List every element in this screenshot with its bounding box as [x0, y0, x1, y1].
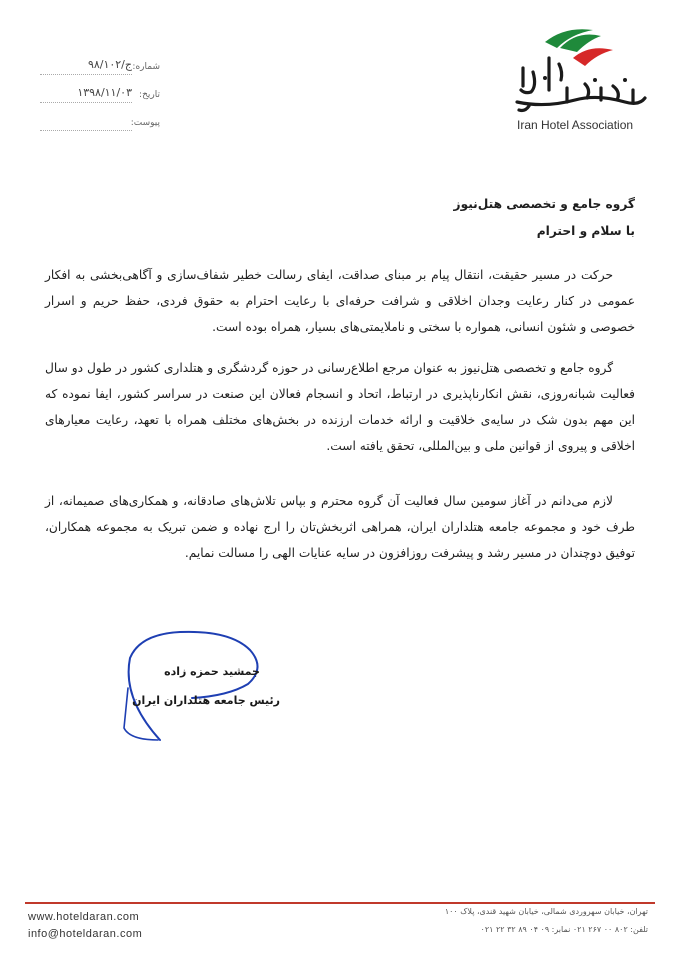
- phone-fax: تلفن: ۸۰۲ ۰۰ ۲۶۷ ۰۲۱ نمابر: ۰۹ ۰۴ ۸۹ ۳۲ ۲۲ ۰۲۱: [480, 925, 648, 934]
- logo-flag-icon: [505, 28, 655, 120]
- website-link[interactable]: www.hoteldaran.com: [28, 911, 140, 923]
- email-link[interactable]: info@hoteldaran.com: [28, 928, 143, 940]
- paragraph-text: لازم می‌دانم در آغاز سومین سال فعالیت آن گروه محترم و بپاس تلاش‌های صادقانه، و همکاری‌های صمیمانه، از طرف خود و مجموعه جامعه هتلداران ایران، همراهی اثربخش‌تان را ارج نهاده و ضمن تبریک به مجموعه همکاران، توفیق دوچندان در مسیر رشد و پیشرفت روزافزون در سایه عنایات الهی را مسالت نمایم.: [45, 494, 635, 560]
- paragraph-1: [45, 262, 635, 340]
- attachment-dotted-line: [40, 130, 132, 131]
- date-value: ۱۳۹۸/۱۱/۰۳: [77, 86, 132, 99]
- paragraph-3: [45, 488, 635, 566]
- signer-name: جمشید حمزه زاده: [164, 665, 260, 678]
- date-dotted-line: [40, 102, 132, 103]
- number-dotted-line: [40, 74, 132, 75]
- signer-title: رئیس جامعه هتلداران ایران: [132, 694, 280, 707]
- postal-address: تهران، خیابان سهروردی شمالی، خیابان شهید قندی، پلاک ۱۰۰: [444, 907, 648, 916]
- meta-attachment-row: [40, 114, 160, 142]
- association-logo: [505, 28, 655, 138]
- paragraph-text: گروه جامع و تخصصی هتل‌نیوز به عنوان مرجع اطلاع‌رسانی در حوزه گردشگری و هتلداری کشور در طول دو سال فعالیت شبانه‌روزی، نقش انکارناپذیری در ارتباط، اتحاد و انسجام فعالان این صنعت در سراسر کشور، ایفا نموده که این مهم بدون شک در سایه‌ی خلاقیت و ارائه خدمات ارزنده در بخش‌های مختلف همراه با تعهد، رعایت معیارهای اخلاقی و پیروی از قوانین ملی و بین‌المللی، تحقق یافته است.: [45, 361, 635, 453]
- paragraph-2: [45, 355, 635, 459]
- paragraph-text: حرکت در مسیر حقیقت، انتقال پیام بر مبنای صداقت، ایفای رسالت خطیر شفاف‌سازی و آگاهی‌بخشی به افکار عمومی در کنار رعایت وجدان اخلاقی و شرافت حرفه‌ای با رعایت احترام به حقوق فردی، حفظ حریم و اسرار خصوصی و شئون انسانی، همواره با سختی و ناملایمتی‌های بسیار، همراه بوده است.: [45, 268, 635, 334]
- meta-number-row: [40, 58, 160, 86]
- attachment-label: پیوست:: [130, 118, 160, 128]
- number-label: شماره:: [132, 62, 160, 72]
- date-label: تاریخ:: [139, 90, 160, 100]
- addressee: گروه جامع و تخصصی هتل‌نیوز: [453, 197, 635, 211]
- number-value: ۹۸/۱۰۲/ج: [87, 58, 132, 71]
- greeting: با سلام و احترام: [536, 224, 635, 238]
- footer-divider: [25, 902, 655, 904]
- letter-meta: [40, 58, 160, 142]
- meta-date-row: [40, 86, 160, 114]
- handwritten-signature: [100, 628, 270, 748]
- logo-english-title: Iran Hotel Association: [517, 118, 634, 132]
